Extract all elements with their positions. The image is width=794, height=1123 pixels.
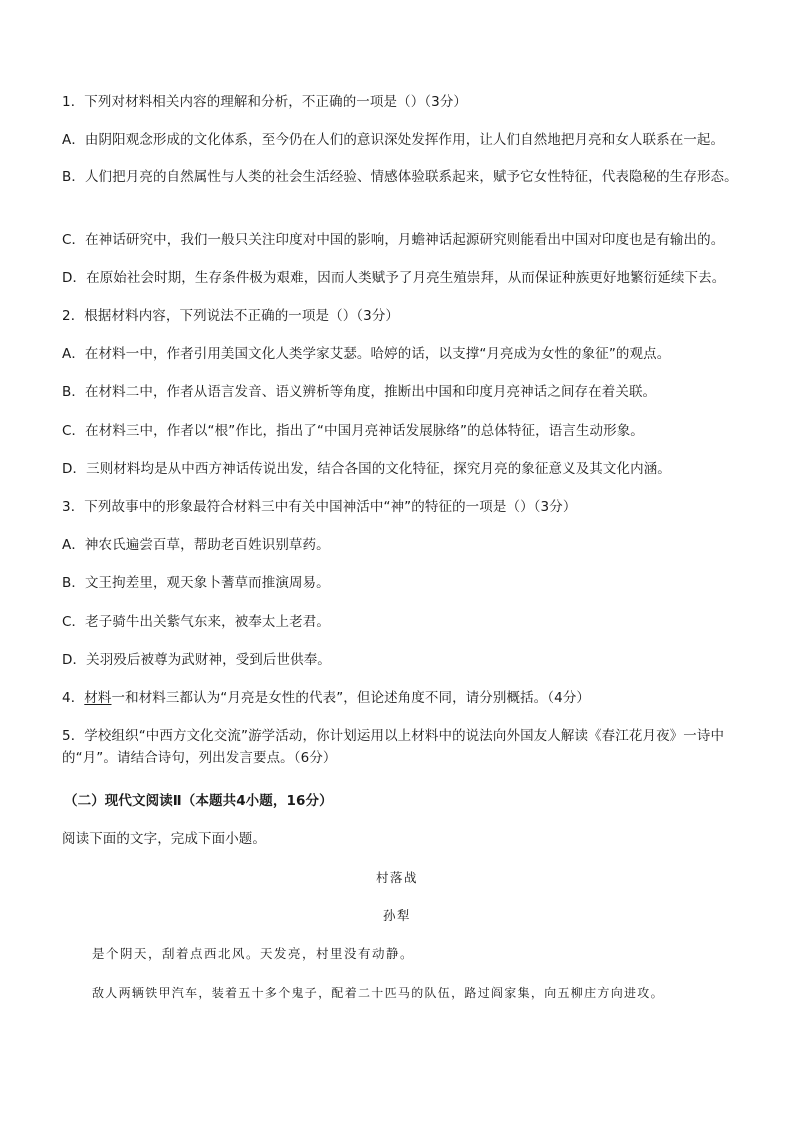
question-1-option-b: B．人们把月亮的自然属性与人类的社会生活经验、情感体验联系起来，赋予它女性特征，代表隐秘的生存形态。 — [62, 169, 738, 185]
question-4 — [62, 688, 742, 708]
question-2-stem: 2．根据材料内容，下列说法不正确的一项是（）（3分） — [62, 308, 400, 324]
question-1-option-c: C．在神话研究中，我们一般只关注印度对中国的影响，月蟾神话起源研究则能看出中国对印度也是有输出的。 — [62, 232, 725, 248]
question-3-option-b: B．文王拘差里，观天象卜蓍草而推演周易。 — [62, 575, 330, 591]
story-paragraph-1: 是个阴天，刮着点西北风。天发亮，村里没有动静。 — [92, 946, 415, 961]
question-4-number: 4． — [62, 690, 85, 706]
question-3-option-c: C．老子骑牛出关紫气东来，被奉太上老君。 — [62, 614, 330, 630]
story-paragraph-2: 敌人两辆铁甲汽车，装着五十多个鬼子，配着二十匹马的队伍，路过阎家集，向五柳庄方向进攻。 — [92, 986, 664, 1000]
question-2-option-d: D．三则材料均是从中西方神话传说出发，结合各国的文化特征，探究月亮的象征意义及其文化内涵。 — [62, 461, 671, 477]
question-4-underlined-word: 材料 — [84, 690, 112, 706]
question-5: 5．学校组织“中西方文化交流”游学活动，你计划运用以上材料中的说法向外国友人解读《春江花月夜》一诗中的“月”。请结合诗句，列出发言要点。（6分） — [62, 728, 725, 766]
question-1-option-d: D．在原始社会时期，生存条件极为艰难，因而人类赋予了月亮生殖崇拜，从而保证种族更好地繁衍延续下去。 — [62, 270, 726, 286]
question-1-stem: 1．下列对材料相关内容的理解和分析，不正确的一项是（）（3分） — [62, 94, 468, 110]
story-author: 孙犁 — [382, 908, 411, 923]
question-3-option-d: D．关羽殁后被尊为武财神，受到后世供奉。 — [62, 652, 331, 668]
question-4-text: 一和材料三都认为“月亮是女性的代表”，但论述角度不同，请分别概括。（4分） — [111, 690, 591, 706]
question-2-option-c: C．在材料三中，作者以“根”作比，指出了“中国月亮神话发展脉络”的总体特征，语言生动形象。 — [62, 423, 644, 439]
story-title: 村落战 — [375, 870, 418, 885]
question-3-option-a: A．神农氏遍尝百草，帮助老百姓识别草药。 — [62, 537, 330, 553]
section-instruction: 阅读下面的文字，完成下面小题。 — [62, 831, 266, 847]
question-1-option-a: A．由阴阳观念形成的文化体系，至今仍在人们的意识深处发挥作用，让人们自然地把月亮和女人联系在一起。 — [62, 132, 725, 148]
question-2-option-b: B．在材料二中，作者从语言发音、语义辨析等角度，推断出中国和印度月亮神话之间存在着关联。 — [62, 384, 657, 400]
section-heading: （二）现代文阅读Ⅱ（本题共4小题，16分） — [64, 793, 333, 809]
question-2-option-a: A．在材料一中，作者引用美国文化人类学家艾瑟。哈婷的话，以支撑“月亮成为女性的象征”的观点。 — [62, 346, 671, 362]
question-3-stem: 3．下列故事中的形象最符合材料三中有关中国神活中“神”的特征的一项是（）（3分） — [62, 499, 577, 515]
